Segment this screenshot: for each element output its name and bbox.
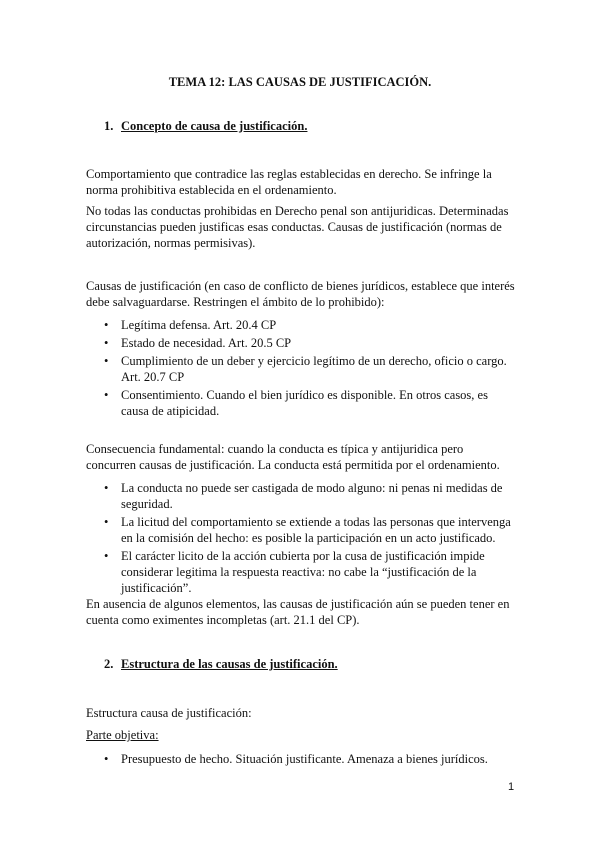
bullet-icon: • — [104, 549, 109, 563]
section-heading-text: Estructura de las causas de justificación. — [121, 657, 338, 671]
bullet-icon: • — [104, 515, 109, 529]
bullet-icon: • — [104, 752, 109, 766]
subheading-parte-objetiva: Parte objetiva: — [86, 728, 159, 742]
section-heading-text: Concepto de causa de justificación. — [121, 119, 308, 133]
list-item: • El carácter licito de la acción cubierta por la cusa de justificación impide considerar legitima la respuesta reactiva: no cabe la “justificación de la justificación”. — [104, 549, 485, 595]
paragraph: Estructura causa de justificación: — [86, 706, 252, 720]
list-item: • Presupuesto de hecho. Situación justificante. Amenaza a bienes jurídicos. — [104, 752, 488, 766]
section-number: 2. — [104, 657, 114, 671]
bullet-list-causes — [104, 317, 516, 421]
section-heading-1 — [104, 119, 307, 134]
list-item: • La conducta no puede ser castigada de modo alguno: ni penas ni medidas de seguridad. — [104, 481, 503, 511]
bullet-icon: • — [104, 336, 109, 350]
paragraph: Comportamiento que contradice las reglas establecidas en derecho. Se infringe la norma prohibitiva establecida en el ordenamiento. — [86, 167, 492, 197]
bullet-icon: • — [104, 354, 109, 368]
bullet-icon: • — [104, 388, 109, 402]
page-number: 1 — [508, 781, 515, 793]
section-heading-2 — [104, 657, 338, 672]
paragraph: No todas las conductas prohibidas en Derecho penal son antijuridicas. Determinadas circunstancias pueden justificas esas conductas. Causas de justificación (normas de autorización, normas permisivas). — [86, 204, 509, 250]
section-number: 1. — [104, 119, 114, 133]
paragraph: Causas de justificación (en caso de conflicto de bienes jurídicos, establece que interés debe salvaguardarse. Restringen el ámbito de lo prohibido): — [86, 279, 515, 309]
bullet-icon: • — [104, 481, 109, 495]
bullet-icon: • — [104, 318, 109, 332]
bullet-list-objective — [104, 751, 516, 769]
list-item: • La licitud del comportamiento se extiende a todas las personas que intervenga en la comisión del hecho: es posible la participación en un acto justificado. — [104, 515, 511, 545]
list-item: • Cumplimiento de un deber y ejercicio legítimo de un derecho, oficio o cargo. Art. 20.7 CP — [104, 354, 507, 384]
paragraph: En ausencia de algunos elementos, las causas de justificación aún se pueden tener en cuenta como eximentes incompletas (art. 21.1 del CP). — [86, 597, 510, 627]
list-item: • Legítima defensa. Art. 20.4 CP — [104, 318, 277, 332]
paragraph: Consecuencia fundamental: cuando la conducta es típica y antijuridica pero concurren causas de justificación. La conducta está permitida por el ordenamiento. — [86, 442, 500, 472]
list-item: • Consentimiento. Cuando el bien jurídico es disponible. En otros casos, es causa de atipicidad. — [104, 388, 488, 418]
list-item: • Estado de necesidad. Art. 20.5 CP — [104, 336, 292, 350]
page-title: TEMA 12: LAS CAUSAS DE JUSTIFICACIÓN. — [168, 75, 432, 89]
bullet-list-consequences — [104, 480, 516, 598]
